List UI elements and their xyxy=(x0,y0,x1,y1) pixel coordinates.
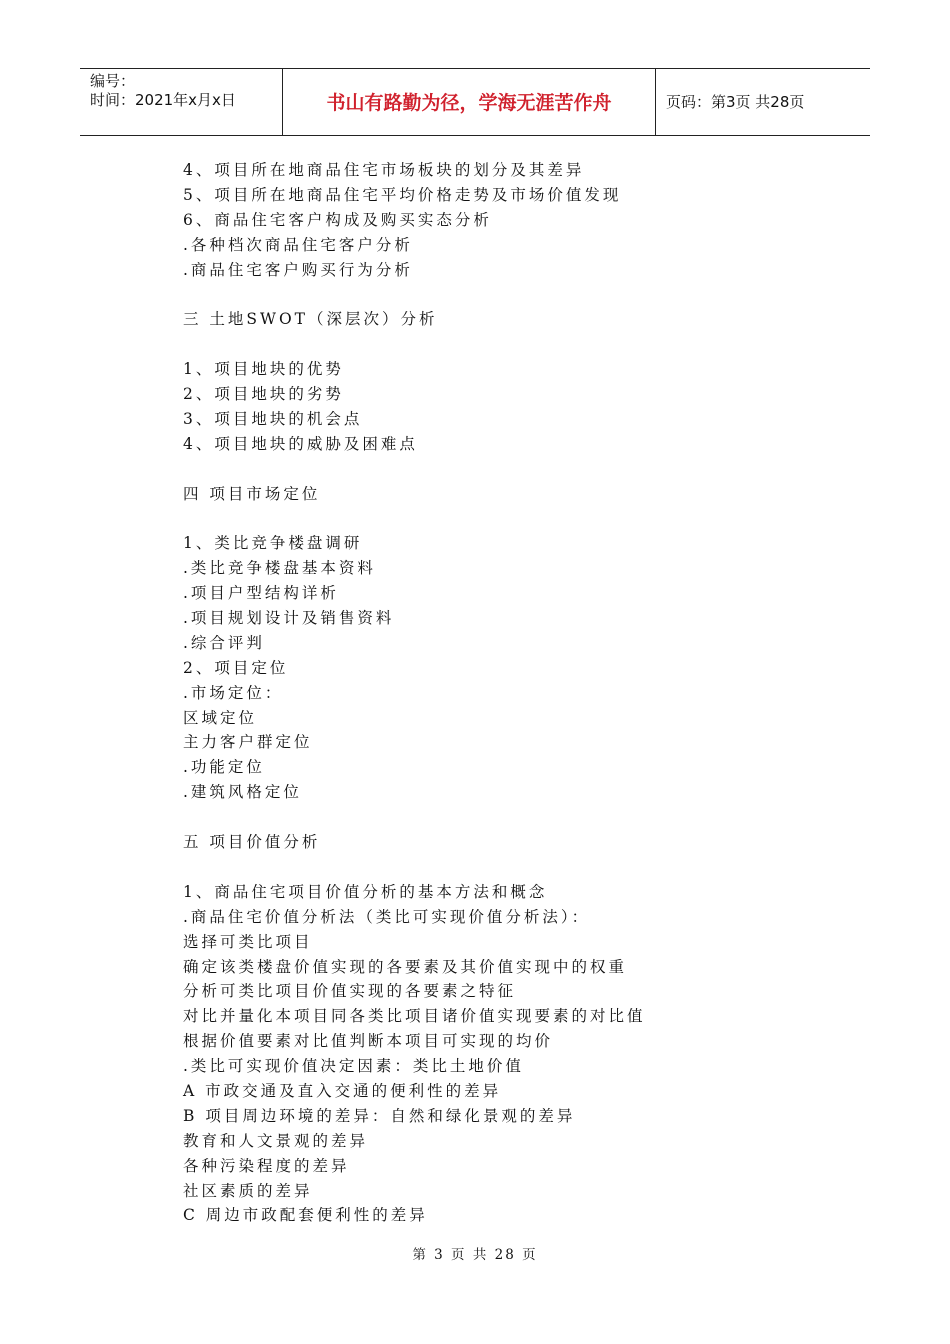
text-line: 对比并量化本项目同各类比项目诸价值实现要素的对比值 xyxy=(183,1007,646,1026)
text-line: .类比竞争楼盘基本资料 xyxy=(183,559,376,578)
text-line: 主力客户群定位 xyxy=(183,733,313,752)
header-motto-cell xyxy=(283,69,656,135)
header-page-info: 页码：第3页 共28页 xyxy=(666,93,805,111)
blank-line xyxy=(183,457,823,482)
text-line: 3、项目地块的机会点 xyxy=(183,409,363,428)
text-line: .商品住宅价值分析法（类比可实现价值分析法）： xyxy=(183,907,591,926)
text-line: .类比可实现价值决定因素：类比土地价值 xyxy=(183,1057,524,1076)
text-line: B 项目周边环境的差异：自然和绿化景观的差异 xyxy=(183,1106,576,1125)
text-line: 三 土地SWOT（深层次）分析 xyxy=(183,310,438,329)
text-line: .各种档次商品住宅客户分析 xyxy=(183,235,413,254)
text-line: .功能定位 xyxy=(183,758,265,777)
document-date-label: 时间：2021年x月x日 xyxy=(90,91,236,109)
text-line: A 市政交通及直入交通的便利性的差异 xyxy=(183,1081,502,1100)
text-line: 确定该类楼盘价值实现的各要素及其价值实现中的权重 xyxy=(183,957,628,976)
blank-line xyxy=(183,282,823,307)
document-header xyxy=(80,68,870,136)
text-line: 根据价值要素对比值判断本项目可实现的均价 xyxy=(183,1032,554,1051)
blank-line xyxy=(183,855,823,880)
text-line: 分析可类比项目价值实现的各要素之特征 xyxy=(183,982,517,1001)
header-meta-cell xyxy=(80,69,283,135)
text-line: 各种污染程度的差异 xyxy=(183,1156,350,1175)
text-line: 选择可类比项目 xyxy=(183,932,313,951)
text-line: 1、项目地块的优势 xyxy=(183,360,344,379)
text-line: .项目户型结构详析 xyxy=(183,584,339,603)
text-line: 1、商品住宅项目价值分析的基本方法和概念 xyxy=(183,882,548,901)
header-page-cell xyxy=(656,69,870,135)
text-line: 6、商品住宅客户构成及购买实态分析 xyxy=(183,210,492,229)
text-line: .项目规划设计及销售资料 xyxy=(183,609,395,628)
text-line: .建筑风格定位 xyxy=(183,783,302,802)
text-line: .综合评判 xyxy=(183,633,265,652)
document-body xyxy=(183,158,823,1228)
text-line: 社区素质的差异 xyxy=(183,1181,313,1200)
text-line: 1、类比竞争楼盘调研 xyxy=(183,534,363,553)
text-line: .商品住宅客户购买行为分析 xyxy=(183,260,413,279)
text-line: .市场定位： xyxy=(183,683,284,702)
text-line: 四 项目市场定位 xyxy=(183,484,321,503)
text-line: 区域定位 xyxy=(183,708,258,727)
text-line: 五 项目价值分析 xyxy=(183,833,321,852)
text-line: 4、项目地块的威胁及困难点 xyxy=(183,434,418,453)
text-line: 2、项目地块的劣势 xyxy=(183,385,344,404)
text-line: 2、项目定位 xyxy=(183,658,289,677)
text-line: 教育和人文景观的差异 xyxy=(183,1131,369,1150)
text-line: C 周边市政配套便利性的差异 xyxy=(183,1206,428,1225)
page-footer: 第 3 页 共 28 页 xyxy=(412,1247,538,1263)
blank-line xyxy=(183,805,823,830)
text-line: 4、项目所在地商品住宅市场板块的划分及其差异 xyxy=(183,161,585,179)
header-motto: 书山有路勤为径，学海无涯苦作舟 xyxy=(326,92,612,114)
blank-line xyxy=(183,332,823,357)
document-number-label: 编号： xyxy=(90,72,136,90)
text-line: 5、项目所在地商品住宅平均价格走势及市场价值发现 xyxy=(183,185,622,204)
blank-line xyxy=(183,506,823,531)
